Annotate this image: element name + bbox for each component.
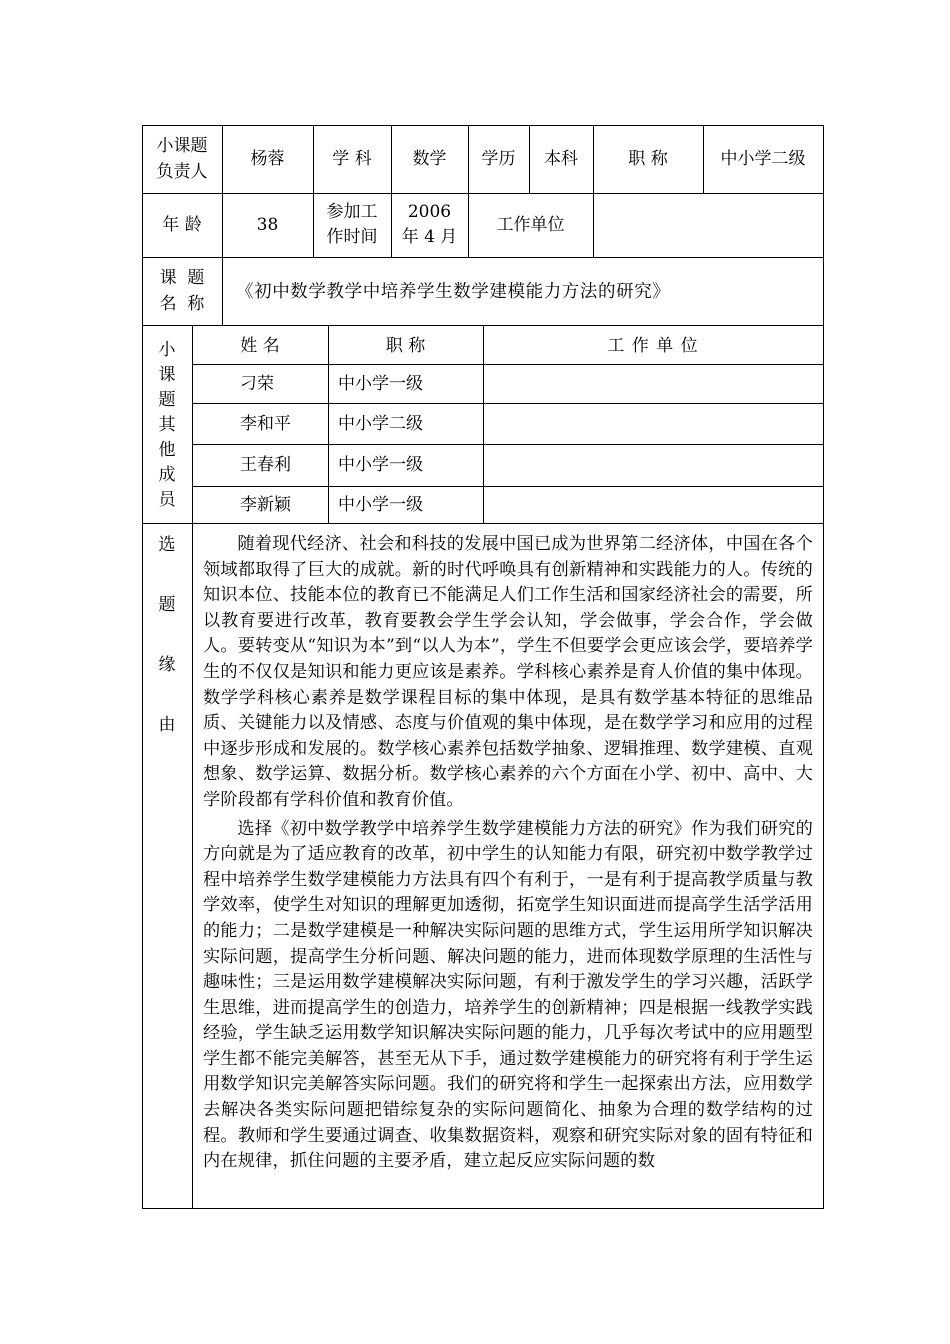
member-row-divider xyxy=(192,444,824,445)
col-divider xyxy=(192,325,193,1208)
member-row-divider xyxy=(192,403,824,404)
member-name: 李新颖 xyxy=(240,495,291,515)
work-start-value: 2006 年 4 月 xyxy=(401,202,458,247)
work-start-label: 参加工 作时间 xyxy=(326,202,378,247)
members-col-title: 职 称 xyxy=(385,336,426,356)
table-border-top xyxy=(142,125,824,126)
education-label: 学历 xyxy=(481,149,516,169)
reason-paragraph-2: 选择《初中数学教学中培养学生数学建模能力方法的研究》作为我们研究的方向就是为了适应教育的改革，初中学生的认知能力有限，研究初中数学教学过程中培养学生数学建模能力方法具有四个有利于，一是有利于提高教学质量与教学效率，使学生对知识的理解更加透彻，拓宽学生知识面进而提高学生活学活用的能力；二是数学建模是一种解决实际问题的思维方式，学生运用所学知识解决实际问题，提高学生分析问题、解决问题的能力，进而体现数学原理的生活性与趣味性；三是运用数学建模解决实际问题，有利于激发学生的学习兴趣，活跃学生思维，进而提高学生的创造力，培养学生的创新精神；四是根据一线教学实践经验，学生缺乏运用数学知识解决实际问题的能力，几乎每次考试中的应用题型学生都不能完美解答，甚至无从下手，通过数学建模能力的研究将有利于学生运用数学知识完美解答实际问题。我们的研究将和学生一起探索出方法，应用数学去解决各类实际问题把错综复杂的实际问题简化、抽象为合理的数学结构的过程。教师和学生要通过调查、收集数据资料，观察和研究实际对象的固有特征和内在规律，抓住问题的主要矛盾，建立起反应实际问题的数 xyxy=(203,818,813,1172)
age-value: 38 xyxy=(256,215,279,235)
unit-label: 工作单位 xyxy=(496,215,565,235)
subject-label: 学 科 xyxy=(332,149,372,169)
row-divider xyxy=(142,257,824,258)
reason-paragraph-1: 随着现代经济、社会和科技的发展中国已成为世界第二经济体，中国在各个领域都取得了巨大的成就。新的时代呼唤具有创新精神和实践能力的人。传统的知识本位、技能本位的教育已不能满足人们工作生活和国家经济社会的需要，所以教育要进行改革，教育要教会学生学会认知，学会做事，学会合作，学会做人。要转变从“知识为本”到“以人为本”，学生不但要学会更应该会学，要培养学生的不仅仅是知识和能力更应该是素养。学科核心素养是育人价值的集中体现。数学学科核心素养是数学课程目标的集中体现，是具有数学基本特征的思维品质、关键能力以及情感、态度与价值观的集中体现，是在数学学习和应用的过程中逐步形成和发展的。数学核心素养包括数学抽象、逻辑推理、数学建模、直观想象、数学运算、数据分析。数学核心素养的六个方面在小学、初中、高中、大学阶段都有学科价值和教育价值。 xyxy=(203,534,813,810)
member-title: 中小学二级 xyxy=(338,414,423,434)
member-title: 中小学一级 xyxy=(338,495,423,515)
title-label: 职 称 xyxy=(628,149,668,169)
reason-text xyxy=(203,532,813,1177)
member-title: 中小学一级 xyxy=(338,374,423,394)
member-name: 李和平 xyxy=(240,414,291,434)
reason-side-label: 选 题 缘 由 xyxy=(158,535,176,735)
table-border-bottom xyxy=(142,1208,824,1209)
topic-label: 课 题 名 称 xyxy=(159,268,205,314)
title-value: 中小学二级 xyxy=(720,149,806,169)
members-col-unit: 工 作 单 位 xyxy=(607,336,699,356)
age-label: 年 龄 xyxy=(162,215,202,235)
member-name: 王春利 xyxy=(240,455,291,475)
member-title: 中小学一级 xyxy=(338,455,423,475)
education-value: 本科 xyxy=(544,149,578,169)
member-row-divider xyxy=(192,364,824,365)
member-row-divider xyxy=(192,486,824,487)
members-side-label: 小 课 题 其 他 成 员 xyxy=(158,340,176,510)
col-divider xyxy=(593,125,594,257)
member-name: 刁荣 xyxy=(240,374,274,394)
topic-name: 《初中数学教学中培养学生数学建模能力方法的研究》 xyxy=(236,282,671,302)
subject-value: 数学 xyxy=(412,149,447,169)
row-divider xyxy=(142,193,824,194)
leader-label: 小课题 负责人 xyxy=(156,136,208,182)
table-border-right xyxy=(823,125,824,1208)
leader-name: 杨蓉 xyxy=(250,149,285,169)
members-col-name: 姓 名 xyxy=(240,336,280,356)
row-divider xyxy=(142,523,824,524)
